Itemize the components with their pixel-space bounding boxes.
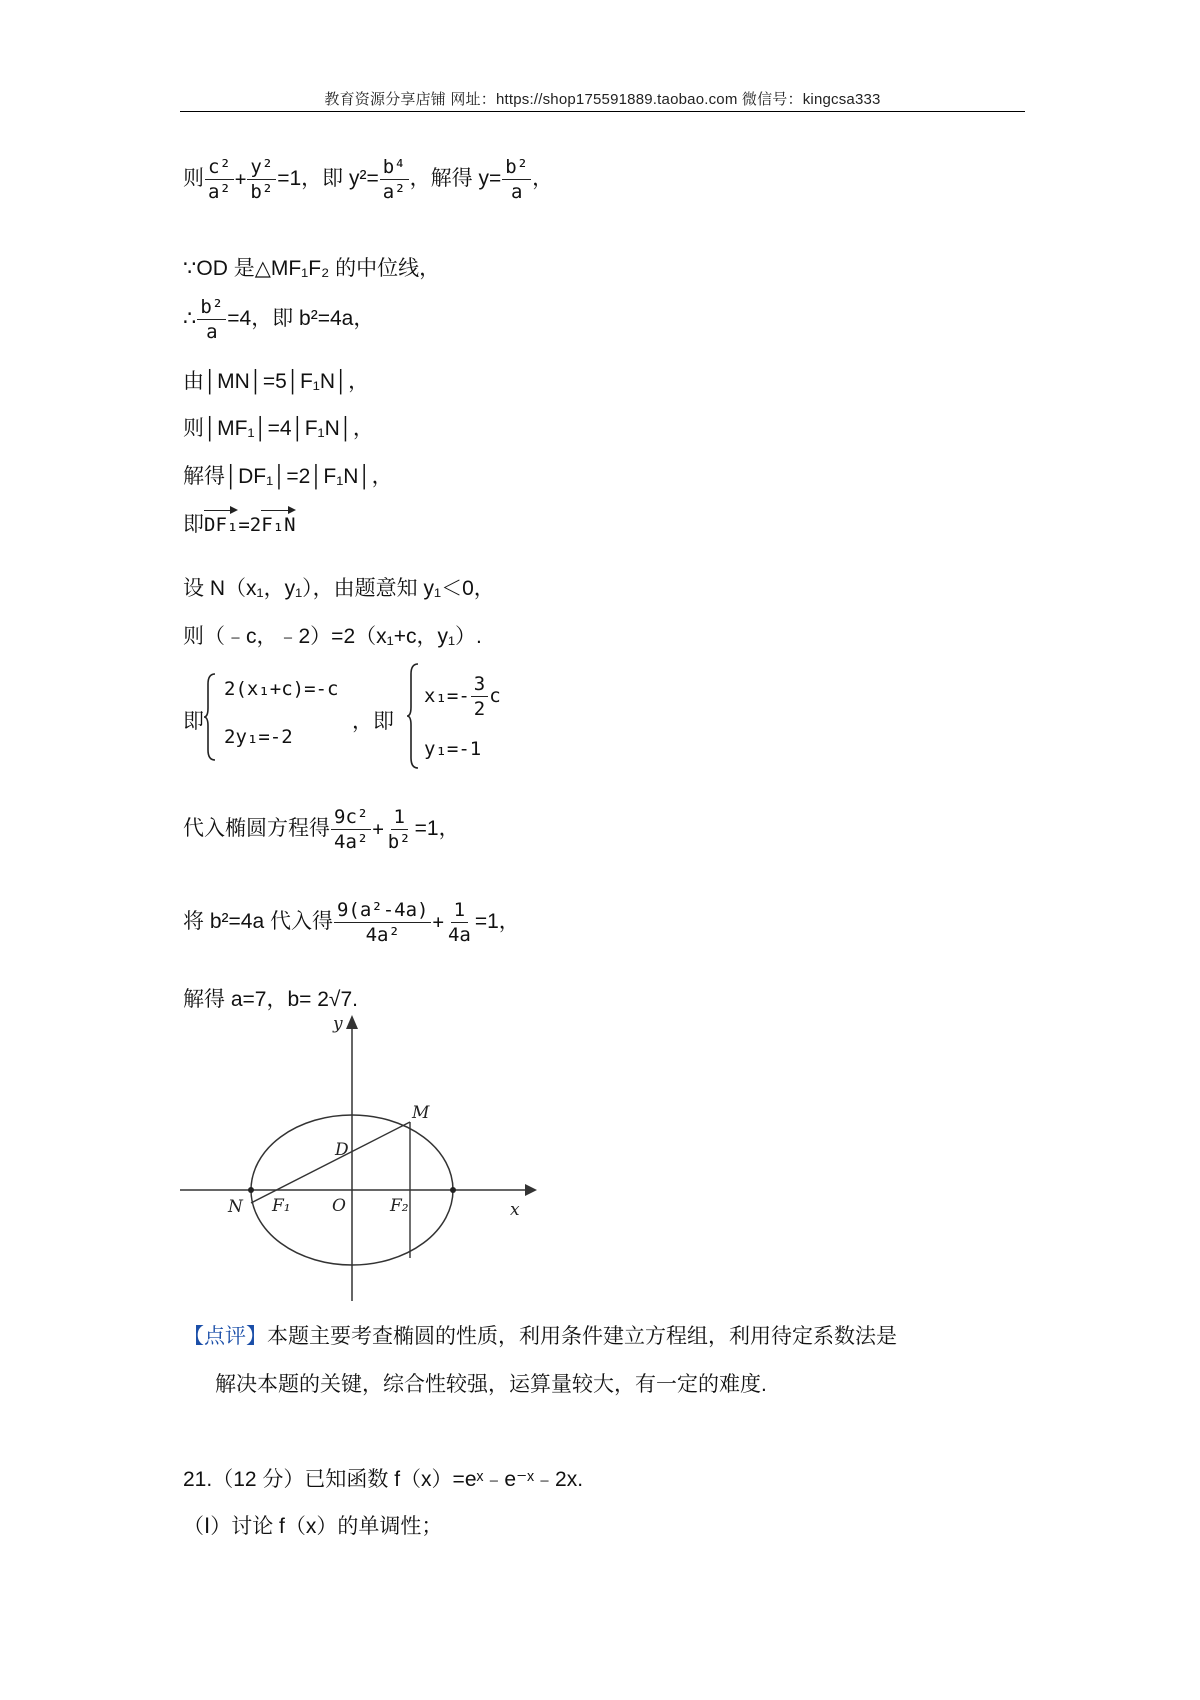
text-line-5: 则│MF₁│=4│F₁N│，: [183, 417, 374, 440]
text: c: [489, 685, 501, 707]
text: 将 b²=4a 代入得: [183, 910, 333, 934]
numerator: 9(a²-4a): [334, 898, 432, 923]
text: =1，: [414, 817, 460, 841]
ellipse-diagram: [180, 1015, 540, 1315]
text: =1，即 y²=: [277, 167, 379, 191]
equation: [424, 672, 501, 721]
y-label: y: [333, 1015, 343, 1034]
therefore-symbol: ∴: [183, 307, 197, 331]
left-brace-icon: [406, 662, 420, 770]
text-line-13: 解得 a=7，b= 2√7.: [183, 988, 358, 1011]
equation-line-1: [183, 155, 553, 204]
numerator: 3: [471, 672, 488, 697]
denominator: 4a: [447, 924, 471, 946]
text: =1，: [474, 910, 520, 934]
equation-line-12: [183, 898, 520, 947]
text-line-6: 解得│DF₁│=2│F₁N│，: [183, 465, 393, 488]
denominator: a: [206, 321, 218, 343]
fraction: [502, 155, 531, 204]
comment-line-1: [183, 1320, 897, 1350]
numerator: 1: [451, 898, 468, 923]
point-n-label: N: [228, 1197, 243, 1217]
numerator: y²: [247, 155, 276, 180]
numerator: 1: [391, 805, 408, 830]
numerator: b⁴: [380, 155, 409, 180]
vector-f1n: F₁N: [261, 508, 295, 536]
page-header: 教育资源分享店铺 网址：https://shop175591889.taobao.com 微信号：kingcsa333: [324, 91, 881, 108]
vertex-point: [248, 1187, 254, 1193]
text: =4，即 b²=4a，: [227, 307, 375, 331]
x-label: x: [510, 1200, 520, 1220]
fraction: [197, 295, 226, 344]
point-f1-label: F₁: [272, 1196, 291, 1216]
denominator: a: [511, 181, 523, 203]
fraction: [331, 805, 371, 854]
text: x₁=-: [424, 685, 470, 707]
numerator: c²: [205, 155, 234, 180]
text: 即: [183, 512, 204, 536]
text-line-2: ∵OD 是△MF₁F₂ 的中位线，: [183, 257, 441, 280]
header-divider: [180, 111, 1025, 112]
equation: 2(x₁+c)=-c: [224, 678, 339, 700]
text-line-9: 则（﹣c，﹣2）=2（x₁+c，y₁）.: [183, 625, 482, 648]
operator: +: [234, 168, 247, 191]
text: =2: [238, 514, 262, 536]
line-nm: [251, 1122, 410, 1203]
equation-line-3: [183, 295, 374, 344]
fraction: [385, 805, 414, 854]
text-line-8: 设 N（x₁，y₁），由题意知 y₁＜0，: [183, 577, 495, 600]
equation-line-11: [183, 805, 460, 854]
denominator: 4a²: [334, 831, 369, 853]
vertex-point: [450, 1187, 456, 1193]
denominator: a²: [208, 181, 231, 203]
origin-label: O: [332, 1196, 346, 1216]
fraction: [471, 672, 488, 721]
vector-df1: DF₁: [204, 508, 238, 536]
point-d-label: D: [335, 1140, 349, 1160]
numerator: b²: [197, 295, 226, 320]
problem-21-title: 21.（12 分）已知函数 f（x）=eˣ﹣e⁻ˣ﹣2x.: [183, 1468, 584, 1491]
denominator: b²: [387, 831, 411, 853]
denominator: 4a²: [365, 924, 400, 946]
y-axis-arrow-icon: [346, 1015, 358, 1029]
x-axis-arrow-icon: [525, 1184, 537, 1196]
numerator: b²: [502, 155, 531, 180]
comment-line-2: 解决本题的关键，综合性较强，运算量较大，有一定的难度.: [215, 1373, 767, 1396]
operator: +: [432, 911, 444, 934]
denominator: a²: [382, 181, 406, 203]
point-m-label: M: [412, 1103, 430, 1123]
text: ，: [532, 167, 554, 191]
left-brace-icon: [203, 672, 217, 762]
text-line-4: 由│MN│=5│F₁N│，: [183, 370, 370, 393]
equation: 2y₁=-2: [224, 726, 293, 748]
fraction: [380, 155, 409, 204]
denominator: 2: [473, 698, 486, 720]
operator: +: [372, 818, 384, 841]
problem-21-part-1: （Ⅰ）讨论 f（x）的单调性；: [183, 1515, 443, 1538]
text: 则: [183, 166, 204, 191]
text: 即: [183, 710, 204, 733]
vector-equation-line-7: [183, 508, 296, 538]
text: ，解得 y=: [409, 167, 502, 191]
text: ，即: [352, 710, 394, 733]
fraction: [247, 155, 276, 204]
fraction: [334, 898, 432, 947]
denominator: b²: [250, 181, 274, 203]
fraction: [205, 155, 234, 204]
text: 代入椭圆方程得: [183, 816, 330, 841]
numerator: 9c²: [331, 805, 371, 830]
equation: y₁=-1: [424, 738, 482, 760]
comment-tag: 【点评】: [183, 1324, 267, 1348]
comment-text: 本题主要考查椭圆的性质，利用条件建立方程组，利用待定系数法是: [267, 1325, 897, 1348]
point-f2-label: F₂: [390, 1196, 409, 1216]
fraction: [445, 898, 474, 947]
